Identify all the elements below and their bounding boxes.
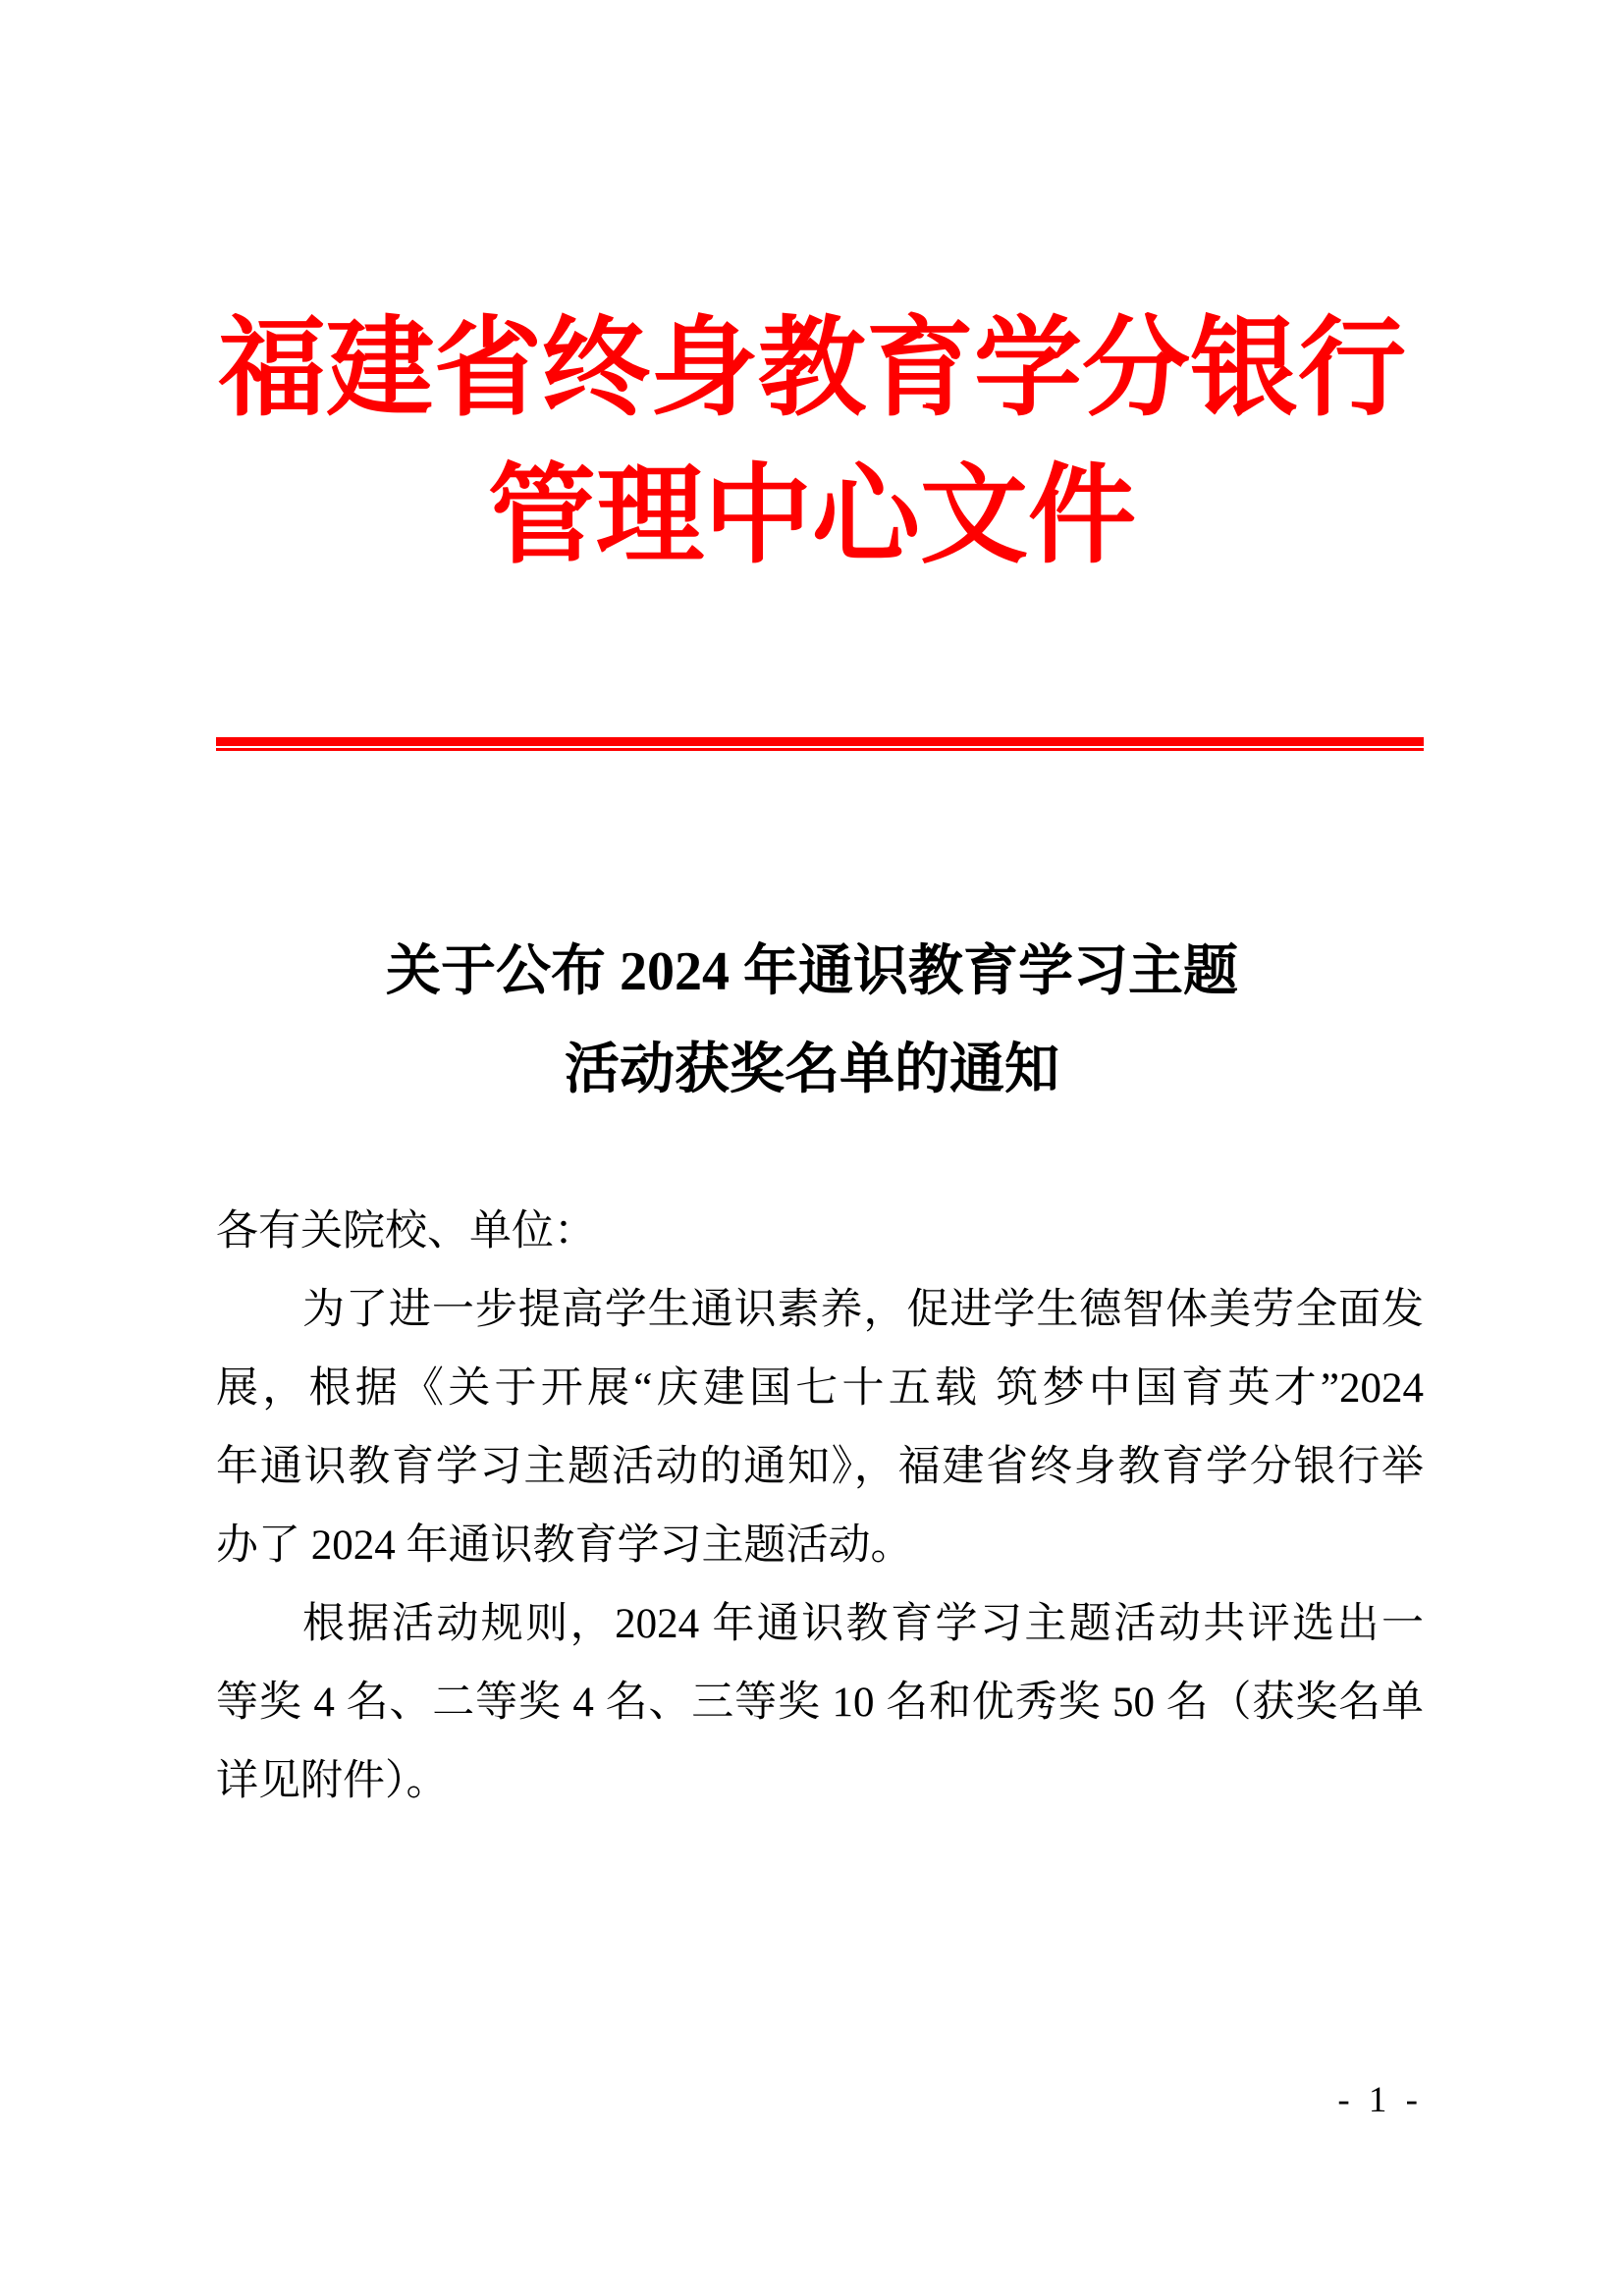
divider-thick-line xyxy=(216,737,1424,746)
body-line: 根据活动规则，2024 年通识教育学习主题活动共评选出一 xyxy=(302,1601,1424,1647)
letterhead-divider xyxy=(216,737,1424,751)
salutation-line: 各有关院校、单位： xyxy=(216,1208,596,1255)
body-line: 年通识教育学习主题活动的通知》，福建省终身教育学分银行举 xyxy=(216,1444,1424,1490)
document-title xyxy=(0,923,1624,1119)
letterhead-title-line1: 福建省终身教育学分银行 xyxy=(218,309,1406,429)
document-body xyxy=(216,1193,1424,1821)
divider-thin-line xyxy=(216,748,1424,751)
page-number: - 1 - xyxy=(1337,2080,1423,2120)
body-line: 办了 2024 年通识教育学习主题活动。 xyxy=(216,1522,913,1569)
document-title-line2: 活动获奖名单的通知 xyxy=(565,1040,1059,1100)
body-line: 详见附件）。 xyxy=(216,1758,449,1804)
document-title-line1: 关于公布 2024 年通识教育学习主题 xyxy=(386,941,1238,1002)
body-line: 为了进一步提高学生通识素养，促进学生德智体美劳全面发 xyxy=(302,1287,1424,1333)
letterhead-title-line2: 管理中心文件 xyxy=(488,456,1136,576)
body-line: 等奖 4 名、二等奖 4 名、三等奖 10 名和优秀奖 50 名（获奖名单 xyxy=(216,1680,1424,1726)
body-line: 展，根据《关于开展“庆建国七十五载 筑梦中国育英才”2024 xyxy=(216,1365,1424,1412)
